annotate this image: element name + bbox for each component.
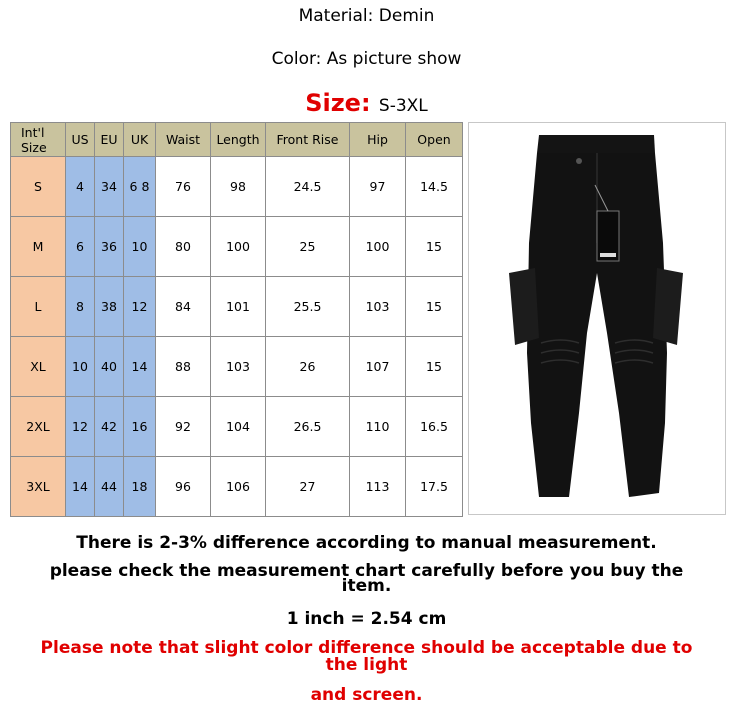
header-waist: Waist [156, 123, 211, 157]
table-cell: 104 [211, 397, 266, 457]
table-cell: 6 8 [124, 157, 156, 217]
size-separator: : [360, 89, 379, 117]
color-difference-note-line1: Please note that slight color difference should be acceptable due to [40, 638, 693, 658]
header-intl-size: Int'l Size [11, 123, 66, 157]
table-cell: 113 [350, 457, 406, 517]
table-cell: 24.5 [266, 157, 350, 217]
table-cell: 38 [95, 277, 124, 337]
table-cell: 18 [124, 457, 156, 517]
table-cell: 6 [66, 217, 95, 277]
table-row [11, 217, 463, 277]
check-chart-note-line2: item. [341, 576, 392, 596]
table-cell: 110 [350, 397, 406, 457]
header-eu: EU [95, 123, 124, 157]
table-cell: 15 [406, 337, 463, 397]
table-cell: 100 [211, 217, 266, 277]
table-cell: 14.5 [406, 157, 463, 217]
jeans-image [469, 123, 725, 514]
table-row [11, 397, 463, 457]
header-uk: UK [124, 123, 156, 157]
table-cell: 12 [124, 277, 156, 337]
check-chart-note-line1: please check the measurement chart carefully before you buy the [49, 561, 684, 581]
table-cell: 103 [350, 277, 406, 337]
table-cell: L [11, 277, 66, 337]
size-word: Size [305, 89, 361, 117]
table-cell: 2XL [11, 397, 66, 457]
table-cell: 17.5 [406, 457, 463, 517]
table-cell: 88 [156, 337, 211, 397]
table-cell: 14 [124, 337, 156, 397]
table-cell: 4 [66, 157, 95, 217]
table-cell: 76 [156, 157, 211, 217]
header-front-rise: Front Rise [266, 123, 350, 157]
table-cell: 98 [211, 157, 266, 217]
table-row [11, 277, 463, 337]
table-cell: 25 [266, 217, 350, 277]
size-chart-table [10, 122, 463, 517]
table-cell: 15 [406, 277, 463, 337]
table-cell: 3XL [11, 457, 66, 517]
color-difference-note-end: and screen. [310, 685, 423, 705]
table-cell: 80 [156, 217, 211, 277]
table-cell: 92 [156, 397, 211, 457]
table-cell: 40 [95, 337, 124, 397]
table-cell: 107 [350, 337, 406, 397]
table-cell: 96 [156, 457, 211, 517]
table-cell: 100 [350, 217, 406, 277]
table-cell: 16 [124, 397, 156, 457]
table-cell: 106 [211, 457, 266, 517]
header-us: US [66, 123, 95, 157]
table-cell: 25.5 [266, 277, 350, 337]
table-cell: 16.5 [406, 397, 463, 457]
product-photo-jeans [468, 122, 726, 515]
table-row [11, 337, 463, 397]
color-difference-note [0, 640, 733, 674]
table-cell: XL [11, 337, 66, 397]
table-row [11, 157, 463, 217]
table-cell: M [11, 217, 66, 277]
color-label: Color: As picture show [271, 49, 462, 69]
table-cell: 44 [95, 457, 124, 517]
table-row [11, 457, 463, 517]
table-cell: 42 [95, 397, 124, 457]
table-cell: 34 [95, 157, 124, 217]
header-length: Length [211, 123, 266, 157]
table-cell: 8 [66, 277, 95, 337]
table-cell: 27 [266, 457, 350, 517]
size-range: S-3XL [378, 96, 428, 116]
table-cell: 10 [66, 337, 95, 397]
table-cell: S [11, 157, 66, 217]
header-open: Open [406, 123, 463, 157]
table-cell: 26 [266, 337, 350, 397]
inch-conversion-note: 1 inch = 2.54 cm [286, 609, 447, 629]
table-cell: 36 [95, 217, 124, 277]
color-difference-note-line2: the light [325, 655, 408, 675]
header-hip: Hip [350, 123, 406, 157]
table-header-row [11, 123, 463, 157]
size-heading [0, 89, 733, 117]
table-cell: 26.5 [266, 397, 350, 457]
table-cell: 101 [211, 277, 266, 337]
table-cell: 12 [66, 397, 95, 457]
table-cell: 84 [156, 277, 211, 337]
measurement-note: There is 2-3% difference according to manual measurement. [76, 533, 657, 553]
check-chart-note [0, 561, 733, 596]
material-label: Material: Demin [298, 6, 435, 26]
table-cell: 97 [350, 157, 406, 217]
table-cell: 14 [66, 457, 95, 517]
table-cell: 15 [406, 217, 463, 277]
table-cell: 10 [124, 217, 156, 277]
table-cell: 103 [211, 337, 266, 397]
